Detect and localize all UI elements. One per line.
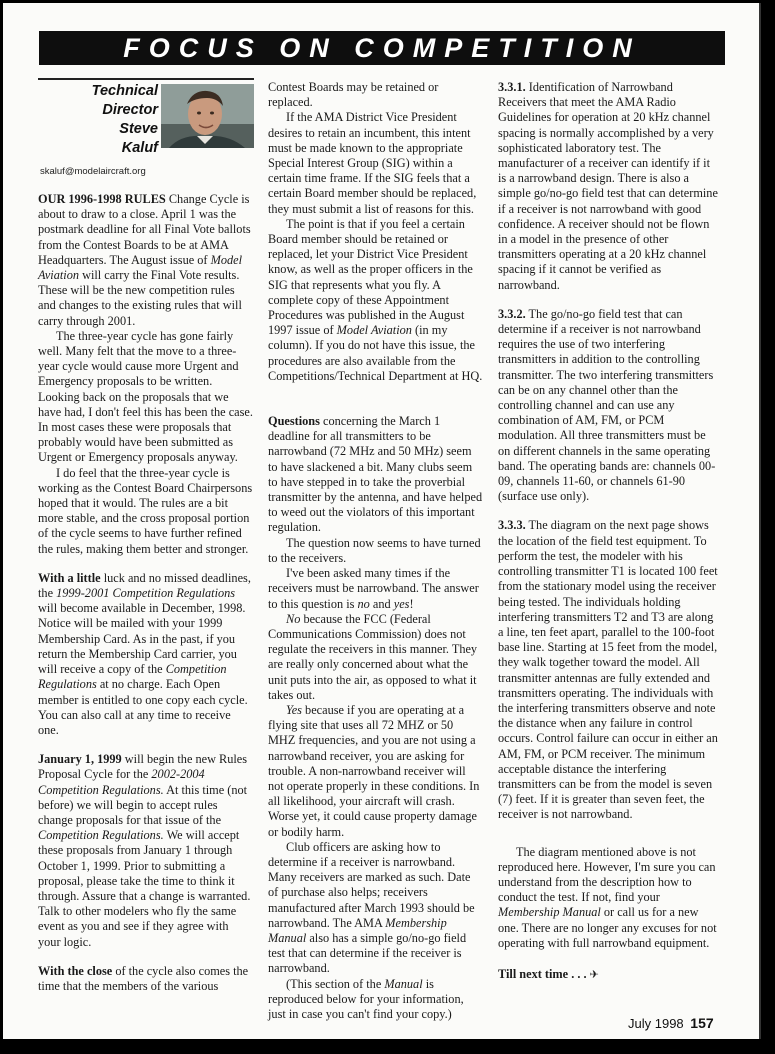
text: will become available in December, 1998. Notice will be mailed with your 1999 Membership Card. As in the past, if you return the Membership Card carrier, you will receive a copy of the (38, 601, 246, 677)
paragraph (38, 964, 253, 994)
text: ! (409, 596, 414, 611)
column-2 (268, 80, 483, 1022)
paragraph (268, 977, 483, 1023)
paragraph (268, 217, 483, 384)
paragraph (268, 414, 483, 536)
text: will begin the new Rules Proposal Cycle for the (38, 752, 248, 782)
author-title-line: Kaluf (121, 140, 158, 156)
text: I've been asked many times if the receivers must be narrowband. The answer to this question is (268, 566, 479, 611)
author-bio (38, 78, 254, 178)
text: At this time (not before) we will begin to accept rules change proposals for that issue of the (38, 782, 248, 827)
text: (in my column). If you do not have this issue, the procedures are also available from the Competitions/Technical Department at HQ. (268, 323, 483, 383)
paragraph (38, 752, 253, 950)
italic-text: 1999-2001 Competition Regulations (56, 586, 236, 601)
italic-text: Model Aviation (38, 252, 243, 283)
paragraph: I do feel that the three-year cycle is working as the Contest Board Chairpersons hoped that it would. The rules are a bit more stable, and the cross proposal portion of the cycle seems to have further refined the rules, making them better and stronger. (38, 465, 253, 556)
section-banner: FOCUS ON COMPETITION (39, 31, 725, 65)
paragraph (268, 612, 483, 703)
text: at no charge. Each Open member is entitled to one copy each cycle. You can also call at any time to receive one. (38, 677, 248, 737)
text: The go/no-go field test that can determine if a receiver is not narrowband requires the use of two interfering transmitters in addition to the controlling transmitter. The two interfering transmitters can be on any channel other than the controlling channel and can use any combination of AM, FM, or PCM modulation. All three transmitters must be on different channels in the same operating band. The operating bands are: channels 00-09, channels 11-60, or channels 61-90 (surface use only). (498, 306, 716, 504)
paragraph (268, 703, 483, 840)
italic-text: 2002-2004 Competition Regulations. (38, 767, 205, 797)
airplane-icon: ✈ (589, 967, 599, 981)
page-number: 157 (690, 1015, 714, 1031)
rule-section (498, 80, 718, 293)
text: luck and no missed deadlines, the (38, 570, 251, 601)
lead-in: With the close (38, 963, 113, 978)
text: Club officers are asking how to determine if a receiver is narrowband. Many receivers are marked as such. Date of purchase also helps; receivers manufactured after March 1993 should be narrowband. The AMA (268, 839, 475, 930)
section-number: 3.3.1. (498, 80, 526, 94)
paragraph (38, 192, 253, 329)
text: because the FCC (Federal Communications Commission) does not regulate the receivers in this manner. They are really only concerned about what the unit puts into the air, as opposed to what it takes out. (268, 611, 478, 702)
paragraph (498, 845, 718, 951)
author-email: skaluf@modelaircraft.org (40, 166, 146, 177)
paragraph (268, 566, 483, 612)
closing-line (498, 967, 718, 982)
author-title-line: Director (102, 102, 158, 118)
author-title-line: Technical (91, 83, 158, 99)
italic-text: Membership Manual (268, 915, 447, 945)
page-footer (628, 1015, 714, 1031)
text: and (372, 596, 391, 611)
italic-text: Model Aviation (336, 323, 412, 338)
italic-text: no (357, 596, 370, 611)
column-3 (498, 80, 718, 982)
text: or call us for a new one. There are no longer any excuses for not operating with full narrowband equipment. (498, 905, 717, 950)
text: (This section of the (286, 976, 382, 991)
lead-in: With a little (38, 570, 101, 585)
text: of the cycle also comes the time that the members of the various (38, 963, 249, 993)
italic-text: yes (393, 596, 410, 611)
italic-text: Competition Regulations. (38, 828, 164, 843)
text: because if you are operating at a flying site that uses all 72 MHZ or 50 MHZ frequencies, and you are not using a narrowband receiver, you are asking for trouble. A non-narrowband receiver will not operate properly in these conditions. In all likelihood, your aircraft will crash. Worse yet, it could cause property damage or bodily harm. (268, 702, 480, 839)
paragraph (268, 840, 483, 977)
author-title (38, 82, 158, 158)
paragraph: Contest Boards may be retained or replaced. (268, 80, 439, 110)
paragraph: If the AMA District Vice President desires to retain an incumbent, this intent must be made known to the appropriate Special Interest Group (SIG) within a certain time frame. If the SIG feels that a certain Board member should be replaced, they must submit a list of reasons for this. (268, 110, 477, 216)
text: is reproduced below for your information, just in case you can't find your copy.) (268, 976, 464, 1021)
rule-section (498, 518, 718, 822)
paragraph: The question now seems to have turned to the receivers. (268, 535, 481, 565)
section-number: 3.3.2. (498, 306, 526, 321)
italic-text: Membership Manual (498, 905, 601, 920)
text: concerning the March 1 deadline for all transmitters to be narrowband (72 MHz and 50 MHz) seem to have slackened a bit. Many clubs seem to have stepped in to take the proverbial transmitter by the antenna, and have helped to weed out the violators of this important regulation. (268, 414, 483, 535)
text: The diagram mentioned above is not reproduced here. However, I'm sure you can understand from the description how to conduct the test. If not, find your (498, 844, 716, 905)
text: Change Cycle is about to draw to a close. April 1 was the postmark deadline for all Final Vote ballots from the Contest Boards to be at AMA Headquarters. The August issue of (38, 192, 251, 267)
author-portrait-image (161, 84, 254, 148)
text: will carry the Final Vote results. These will be the new competition rules and changes to the existing rules that will carry through 2001. (38, 268, 242, 328)
lead-in: January 1, 1999 (38, 752, 122, 767)
rule-section (498, 307, 718, 505)
author-photo (161, 84, 254, 148)
issue-date: July 1998 (628, 1016, 684, 1031)
italic-text: Yes (286, 702, 302, 717)
lead-in: Questions (268, 414, 320, 429)
text: also has a simple go/no-go field test that can determine if the receiver is narrowband. (268, 930, 467, 976)
paragraph: The three-year cycle has gone fairly well. Many felt that the move to a three-year cycle would cause more Urgent and Emergency proposals to be written. Looking back on the proposals that we have had, I don't feel this has been the case. In most cases these were proposals that probably would have been submitted as Urgent or Emergency proposals anyway. (38, 328, 253, 465)
text: The point is that if you feel a certain Board member should be retained or replaced, let your District Vice President know, as well as the proper officers in the SIG that represents what you fly. A complete copy of these Appointment Procedures was published in the August 1997 issue of (268, 216, 473, 338)
italic-text: Competition Regulations (38, 662, 227, 692)
text: Identification of Narrowband Receivers that meet the AMA Radio Guidelines for operation at 20 kHz channel spacing is normally accomplished by a very sophisticated laboratory test. The manufacturer of a receiver can identify if it is a narrowband design. There is also a simple go/no-go field test that can determine if a receiver is not narrowband with good confidence. A receiver should not be flown in a model in the presence of other transmitters operating at a 20 kHz channel spacing if it cannot be verified as narrowband. (498, 80, 718, 292)
author-title-line: Steve (119, 121, 158, 137)
italic-text: No (286, 611, 301, 626)
text: The diagram on the next page shows the location of the field test equipment. To perform the test, the modeler with his controlling transmitter T1 is located 100 feet from the stationary model using the receiver being tested. The individuals holding interfering transmitters T2 and T3 are along a line, ten feet apart, parallel to the 100-foot base line. Starting at 15 feet from the model, they walk together toward the model. All transmitter antennas are fully extended and transmitters operating. The individuals with the interfering transmitters observe and note the distance when any failure in control occurs. Control failure can occur in either an AM, FM, or PCM receiver. The minimum acceptable distance the interfering transmitters can be from the model is seven (7) feet. If it is greater than seven feet, the receiver is not narrowband. (498, 518, 718, 822)
column-1 (38, 78, 253, 994)
text: We will accept these proposals from January 1 through October 1, 1999. Prior to submitting a proposal, please take the time to think it through. Assure that a change is warranted. Talk to other modelers who fly the same event as you and see if they agree with your logic. (38, 828, 251, 949)
italic-text: Manual (384, 976, 423, 991)
section-number: 3.3.3. (498, 518, 526, 533)
closing-text: Till next time . . . (498, 966, 587, 981)
paragraph (38, 571, 253, 738)
lead-in: OUR 1996-1998 RULES (38, 192, 166, 206)
